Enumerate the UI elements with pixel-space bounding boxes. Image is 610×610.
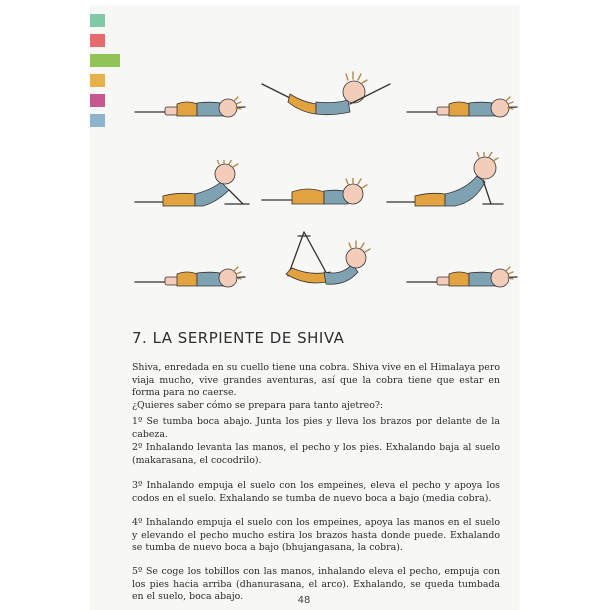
step-4: 4º Inhalando empuja el suelo con los empeines, apoya las manos en el suelo y elevando el pecho mucho estira los brazos hasta donde puede. Exhalando se tumba de nuevo boca a bajo (bhujangasana, la cobra). — [132, 517, 500, 554]
color-tab-3 — [90, 54, 120, 67]
figure-lying-prone — [405, 260, 520, 292]
figure-half-cobra — [133, 160, 253, 210]
figure-lying-prone — [405, 90, 520, 122]
color-tab-5 — [90, 94, 105, 107]
book-page — [90, 6, 518, 610]
section-heading: 7. LA SERPIENTE DE SHIVA — [132, 329, 345, 347]
pose-illustrations — [130, 68, 515, 293]
color-tabs — [90, 14, 120, 134]
figure-lying-prone — [133, 260, 248, 292]
intro-question: ¿Quieres saber cómo se prepara para tanto ajetreo?: — [132, 399, 384, 411]
figure-cobra-pose — [385, 152, 515, 210]
intro-text: Shiva, enredada en su cuello tiene una cobra. Shiva vive en el Himalaya pero viaja mucho, vive grandes aventuras, así que la cobra tiene que estar en forma para no caerse. — [132, 362, 500, 399]
figure-lying-prone — [260, 178, 375, 210]
step-1: 1º Se tumba boca abajo. Junta los pies y lleva los brazos por delante de la cabeza. — [132, 416, 500, 440]
color-tab-4 — [90, 74, 105, 87]
intro-paragraph — [132, 362, 500, 412]
figure-bow-pose — [280, 228, 380, 290]
color-tab-6 — [90, 114, 105, 127]
step-3: 3º Inhalando empuja el suelo con los empeines, eleva el pecho y apoya los codos en el suelo. Exhalando se tumba de nuevo boca a bajo (media cobra). — [132, 480, 500, 504]
step-5: 5º Se coge los tobillos con las manos, inhalando eleva el pecho, empuja con los pies hacia arriba (dhanurasana, el arco). Exhalando, se queda tumbada en el suelo, boca abajo. — [132, 566, 500, 603]
figure-lying-prone — [133, 90, 248, 122]
color-tab-2 — [90, 34, 105, 47]
color-tab-1 — [90, 14, 105, 27]
figure-crocodile-pose — [260, 70, 395, 122]
page-number: 48 — [297, 595, 311, 606]
step-2: 2º Inhalando levanta las manos, el pecho y los pies. Exhalando baja al suelo (makarasana, el cocodrilo). — [132, 442, 500, 466]
